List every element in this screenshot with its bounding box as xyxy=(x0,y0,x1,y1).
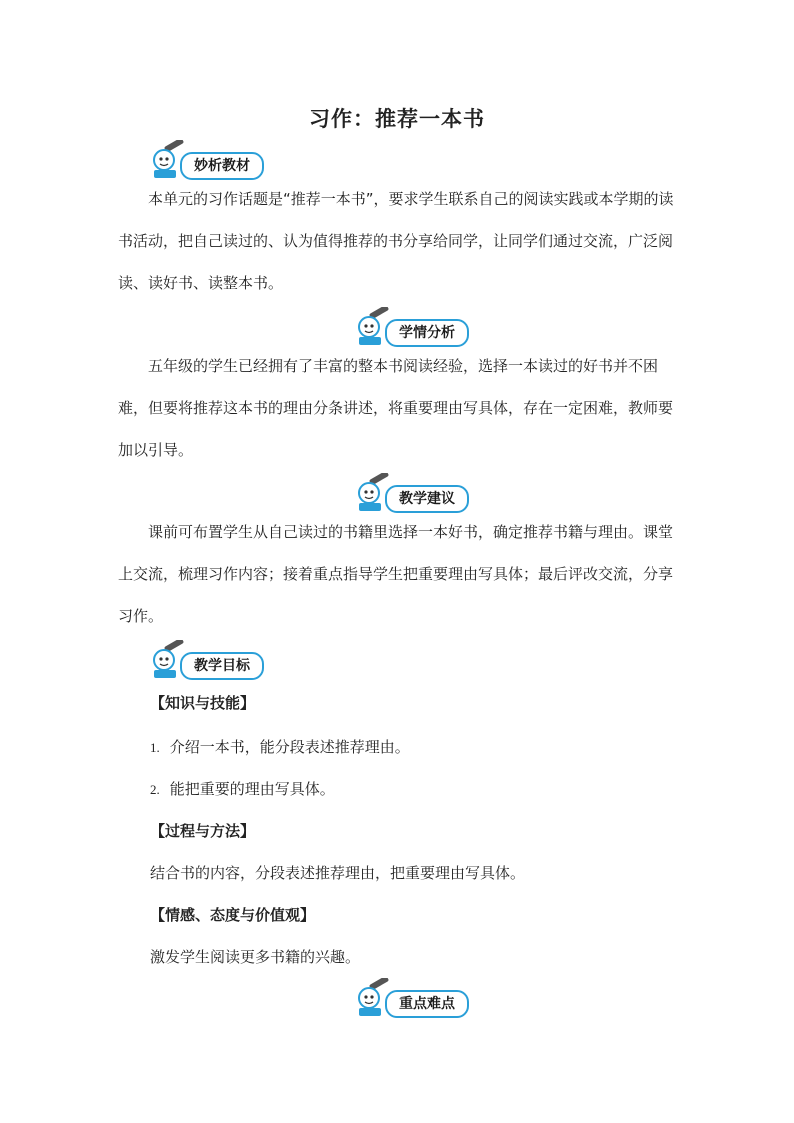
heading-process-methods: 【过程与方法】 xyxy=(150,822,256,840)
section-label: 教学目标 xyxy=(180,652,264,680)
heading-emotion-values: 【情感、态度与价值观】 xyxy=(150,906,316,924)
section-label: 教学建议 xyxy=(385,485,469,513)
list-item xyxy=(150,778,335,799)
list-text: 能把重要的理由写具体。 xyxy=(169,780,335,798)
list-item xyxy=(150,736,410,757)
list-number: 2. xyxy=(150,782,160,797)
page-title: 习作：推荐一本书 xyxy=(309,107,485,131)
section-label: 重点难点 xyxy=(385,990,469,1018)
section-label: 妙析教材 xyxy=(180,152,264,180)
list-text: 介绍一本书，能分段表述推荐理由。 xyxy=(169,738,410,756)
heading-knowledge-skills: 【知识与技能】 xyxy=(150,694,256,712)
paragraph-teaching-suggestions: 课前可布置学生从自己读过的书籍里选择一本好书，确定推荐书籍与理由。课堂上交流，梳理习作内容；接着重点指导学生把重要理由写具体；最后评改交流，分享习作。 xyxy=(118,523,674,625)
paragraph-emotion-values: 激发学生阅读更多书籍的兴趣。 xyxy=(150,948,361,966)
section-label: 学情分析 xyxy=(385,319,469,347)
paragraph-textbook-analysis: 本单元的习作话题是“推荐一本书”，要求学生联系自己的阅读实践或本学期的读书活动，把自己读过的、认为值得推荐的书分享给同学，让同学们通过交流，广泛阅读、读好书、读整本书。 xyxy=(118,190,674,292)
list-number: 1. xyxy=(150,740,160,755)
paragraph-process-methods: 结合书的内容，分段表述推荐理由，把重要理由写具体。 xyxy=(150,864,526,882)
paragraph-student-analysis: 五年级的学生已经拥有了丰富的整本书阅读经验，选择一本读过的好书并不困难，但要将推荐这本书的理由分条讲述，将重要理由写具体，存在一定困难，教师要加以引导。 xyxy=(118,357,674,459)
